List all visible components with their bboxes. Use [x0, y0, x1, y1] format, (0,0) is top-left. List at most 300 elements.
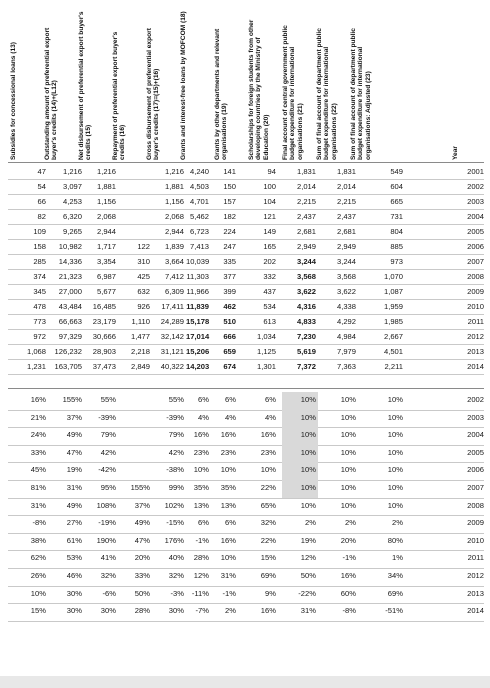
table-cell: 30% [100, 606, 116, 616]
table-cell: 30% [66, 588, 82, 598]
table-cell: 425 [137, 272, 150, 281]
table-cell: 69% [260, 571, 276, 580]
table-cell: 81% [30, 483, 46, 492]
table-cell: -1% [222, 588, 236, 598]
table-cell: 10% [300, 430, 316, 440]
table-cell: 33% [30, 447, 46, 457]
table-cell: 6,309 [164, 287, 184, 296]
table-cell: 10% [300, 395, 316, 404]
column-header-1 [10, 8, 44, 160]
column-header-text: Final account of central government public budget expenditure for international organisations (21) [282, 25, 304, 160]
table-cell: 1,881 [164, 182, 184, 191]
table-cell: 30,666 [92, 332, 116, 341]
table-cell: 437 [263, 287, 276, 296]
row-year: 2008 [467, 272, 484, 281]
column-header-text: Scholarships for foreign students from other developing countries by the Ministry of Education (20) [248, 19, 270, 160]
table-cell: 202 [263, 257, 276, 266]
row-divider [8, 621, 484, 622]
table-cell: 12% [193, 571, 209, 580]
row-year: 2010 [467, 302, 484, 311]
table-cell: 2,014 [336, 182, 356, 191]
table-cell: 10% [340, 465, 356, 475]
column-header-text: Grants and interest-free loans by MOFCOM (18) [180, 11, 187, 160]
table-cell: 17,411 [161, 302, 184, 311]
table-cell: 21% [30, 412, 46, 422]
table-cell: 16% [260, 606, 276, 616]
table-cell: 2,667 [383, 332, 403, 341]
table-cell: 3,568 [296, 272, 316, 281]
table-cell: 27% [66, 518, 82, 528]
table-cell: 926 [137, 302, 150, 311]
table-cell: 49% [134, 518, 150, 528]
table-cell: 2,681 [336, 227, 356, 236]
table-cell: 4% [265, 412, 276, 422]
table-cell: 82 [37, 212, 46, 221]
table-cell: 2,681 [296, 227, 316, 236]
table-cell: 4,833 [296, 317, 316, 326]
table-cell: 20% [134, 553, 150, 563]
table-cell: 1,477 [130, 332, 150, 341]
table-cell: 100 [263, 182, 276, 191]
row-year: 2005 [467, 447, 484, 457]
table-cell: 2,014 [296, 182, 316, 191]
table-cell: 1,087 [383, 287, 403, 296]
table-cell: 10% [340, 447, 356, 457]
table-cell: 22% [260, 535, 276, 545]
row-year: 2002 [467, 395, 484, 404]
table-cell: 97,329 [58, 332, 82, 341]
table-cell: 60% [340, 588, 356, 598]
table-cell: 10% [340, 500, 356, 510]
table-cell: 4% [225, 412, 236, 422]
table-cell: 674 [223, 362, 236, 371]
row-year: 2003 [467, 412, 484, 422]
table-cell: 27,000 [58, 287, 82, 296]
row-year: 2004 [467, 430, 484, 440]
table-cell: 4,701 [189, 197, 209, 206]
row-year: 2009 [467, 287, 484, 296]
table-cell: 19% [300, 535, 316, 545]
page-footer-band [0, 676, 490, 688]
table-cell: 224 [223, 227, 236, 236]
table-cell: 16% [340, 571, 356, 580]
table-cell [118, 209, 150, 224]
table-cell: 2,437 [336, 212, 356, 221]
table-cell: -1% [195, 535, 209, 545]
table-cell: 4,503 [189, 182, 209, 191]
table-cell: 15,206 [186, 347, 210, 356]
table-cell: 2,211 [384, 362, 403, 371]
table-cell: 158 [33, 242, 46, 251]
row-year: 2013 [467, 588, 484, 598]
row-year: 2012 [467, 571, 484, 580]
table-cell: 10% [340, 395, 356, 404]
table-cell: -11% [191, 588, 209, 598]
table-cell: 510 [223, 317, 236, 326]
table-cell: 4,316 [296, 302, 316, 311]
table-cell: 345 [33, 287, 46, 296]
row-divider [8, 374, 484, 375]
table-cell: 7,363 [336, 362, 356, 371]
table-cell: 32% [260, 518, 276, 528]
table-cell: 10,039 [186, 257, 210, 266]
table-cell: 310 [137, 257, 150, 266]
row-year: 2006 [467, 465, 484, 475]
table-cell: 332 [263, 272, 276, 281]
table-cell: 10% [387, 412, 403, 422]
table-cell: 4,240 [189, 167, 209, 176]
row-year: 2005 [467, 227, 484, 236]
table-cell: 28% [134, 606, 150, 616]
table-cell: 102% [164, 500, 184, 510]
table-cell [118, 179, 150, 194]
table-cell: 632 [137, 287, 150, 296]
table-cell: -3% [170, 588, 184, 598]
table-cell: 6,320 [62, 212, 82, 221]
row-year: 2014 [467, 606, 484, 616]
table-cell: 24,289 [160, 317, 184, 326]
table-cell: 66 [37, 197, 46, 206]
table-cell: 2,849 [130, 362, 150, 371]
table-cell: 20% [340, 535, 356, 545]
table-cell: 34% [387, 571, 403, 580]
row-year: 2001 [467, 167, 484, 176]
table-cell: 122 [137, 242, 150, 251]
table-cell: 1% [392, 553, 403, 563]
table-cell [118, 392, 150, 407]
table-cell: 659 [223, 347, 236, 356]
table-cell: 4,501 [383, 347, 403, 356]
table-cell: 35% [193, 483, 209, 492]
table-cell: 1,110 [131, 317, 150, 326]
table-cell: 2,218 [130, 347, 150, 356]
table-cell: 3,568 [336, 272, 356, 281]
table-cell: 3,354 [96, 257, 116, 266]
table-cell: 31% [66, 483, 82, 492]
table-cell: 37,473 [92, 362, 116, 371]
table-cell: 32% [100, 571, 116, 580]
row-divider [8, 388, 484, 389]
column-header-8 [248, 8, 282, 160]
table-cell: 1,156 [164, 197, 184, 206]
table-cell: 2,944 [164, 227, 184, 236]
table-cell: 10% [300, 412, 316, 422]
table-cell: 6,723 [189, 227, 209, 236]
table-cell: 157 [223, 197, 236, 206]
table-cell: 2,068 [164, 212, 184, 221]
table-cell: 79% [100, 430, 116, 440]
table-cell: 15% [260, 553, 276, 563]
table-cell: 40,322 [160, 362, 184, 371]
column-header-text: Year [452, 146, 459, 160]
table-cell: 399 [223, 287, 236, 296]
table-cell: 6% [198, 395, 209, 404]
table-cell: 4,292 [336, 317, 356, 326]
table-cell: 49% [66, 430, 82, 440]
table-cell: 42% [168, 447, 184, 457]
table-cell: -19% [98, 518, 116, 528]
table-cell: 16% [260, 430, 276, 440]
table-cell: 38% [30, 535, 46, 545]
table-cell: 50% [300, 571, 316, 580]
table-cell: 33% [134, 571, 150, 580]
table-cell: 95% [100, 483, 116, 492]
table-cell: 478 [33, 302, 46, 311]
row-year: 2012 [467, 332, 484, 341]
table-cell: 165 [263, 242, 276, 251]
table-cell: 55% [100, 395, 116, 404]
table-cell: 1,301 [256, 362, 276, 371]
table-cell: 10% [340, 412, 356, 422]
table-cell: 10% [387, 500, 403, 510]
table-cell: 104 [263, 197, 276, 206]
table-cell: 3,244 [296, 257, 316, 266]
table-cell: -1% [342, 553, 356, 563]
table-cell: 1,216 [96, 167, 116, 176]
table-cell: 94 [267, 167, 276, 176]
table-cell: 46% [66, 571, 82, 580]
table-cell: 10% [220, 465, 236, 475]
table-cell: 32,142 [160, 332, 184, 341]
table-cell: 42% [100, 447, 116, 457]
table-cell: 16,485 [92, 302, 116, 311]
table-cell: 885 [390, 242, 403, 251]
table-cell: 28,903 [92, 347, 116, 356]
table-cell: 53% [66, 553, 82, 563]
column-header-text: Sum of final account of department public budget expenditure for international organisations: Adjusted (23) [350, 28, 372, 160]
table-cell: -39% [98, 412, 116, 422]
table-cell: 1,070 [383, 272, 403, 281]
table-cell: 150 [223, 182, 236, 191]
table-cell: 37% [134, 500, 150, 510]
table-cell: -7% [195, 606, 209, 616]
table-cell: 149 [263, 227, 276, 236]
column-header-text: Gross disbursement of preferential export buyer's credits (17)=(15)+(16) [146, 28, 161, 160]
table-cell: 12% [300, 553, 316, 563]
row-year: 2006 [467, 242, 484, 251]
column-header-9 [282, 8, 316, 160]
column-header-11 [350, 8, 384, 160]
table-cell: -22% [298, 588, 316, 598]
table-cell: 14,203 [186, 362, 210, 371]
table-cell: 35% [220, 483, 236, 492]
table-cell: 109 [33, 227, 46, 236]
table-cell: 16% [30, 395, 46, 404]
table-cell: 7,372 [296, 362, 316, 371]
table-cell: 7,413 [189, 242, 209, 251]
table-cell: 1,156 [96, 197, 116, 206]
table-cell: 24% [30, 430, 46, 440]
table-cell: 3,244 [336, 257, 356, 266]
table-cell: 2,068 [96, 212, 116, 221]
table-cell: 666 [223, 332, 236, 341]
table-cell: 47% [134, 535, 150, 545]
table-cell: 10% [387, 395, 403, 404]
table-cell: 16% [193, 430, 209, 440]
table-cell: 11,839 [186, 302, 209, 311]
table-cell: 3,622 [336, 287, 356, 296]
table-cell: 10% [220, 553, 236, 563]
table-cell: 50% [134, 588, 150, 598]
column-header-5 [146, 8, 180, 160]
table-cell: 16% [220, 535, 236, 545]
column-header-year [452, 8, 476, 160]
column-header-10 [316, 8, 350, 160]
table-cell: 731 [390, 212, 403, 221]
table-cell: 155% [62, 395, 82, 404]
table-cell [118, 224, 150, 239]
table-cell: 4,253 [62, 197, 82, 206]
table-cell: 804 [390, 227, 403, 236]
table-cell: 28% [193, 553, 209, 563]
table-cell: 247 [223, 242, 236, 251]
table-cell: 45% [30, 465, 46, 475]
table-cell: 7,230 [296, 332, 316, 341]
column-header-text: Sum of final account of department public budget expenditure for international organisations (22) [316, 28, 338, 160]
table-cell: 7,979 [336, 347, 356, 356]
table-cell: 11,966 [186, 287, 209, 296]
table-cell: 10% [30, 588, 46, 598]
table-cell: -51% [385, 606, 403, 616]
table-cell: 47 [37, 167, 46, 176]
table-cell: 2,944 [96, 227, 116, 236]
table-cell: -6% [102, 588, 116, 598]
table-cell: 665 [390, 197, 403, 206]
row-year: 2011 [467, 553, 484, 563]
table-cell: -38% [166, 465, 184, 475]
table-cell: 23% [193, 447, 209, 457]
table-cell: 7,412 [164, 272, 184, 281]
table-cell: -8% [32, 518, 46, 528]
table-cell: 40% [168, 553, 184, 563]
table-cell: 1,881 [96, 182, 116, 191]
table-cell: 773 [33, 317, 46, 326]
table-cell: 37% [66, 412, 82, 422]
table-cell: 22% [260, 483, 276, 492]
table-cell: 285 [33, 257, 46, 266]
table-cell: 2% [345, 518, 356, 528]
table-cell: 4,338 [336, 302, 356, 311]
table-cell: 10% [340, 430, 356, 440]
table-cell: 335 [223, 257, 236, 266]
table-cell: 121 [263, 212, 276, 221]
table-cell: 10% [193, 465, 209, 475]
table-cell: 2,437 [296, 212, 316, 221]
row-year: 2014 [467, 362, 484, 371]
table-cell: 973 [390, 257, 403, 266]
table-cell: 17,014 [186, 332, 210, 341]
table-cell: 2,215 [336, 197, 356, 206]
table-cell: 10,982 [58, 242, 82, 251]
table-cell: 462 [223, 302, 236, 311]
column-header-3 [78, 8, 112, 160]
table-cell: 5,462 [189, 212, 209, 221]
row-year: 2009 [467, 518, 484, 528]
table-cell: 377 [223, 272, 236, 281]
table-cell: 10% [387, 465, 403, 475]
table-cell: 2,949 [296, 242, 316, 251]
table-cell: 30% [66, 606, 82, 616]
table-cell [118, 410, 150, 425]
table-cell: 4% [198, 412, 209, 422]
column-header-4 [112, 8, 146, 160]
table-cell: 26% [30, 571, 46, 580]
table-cell: 5,619 [296, 347, 316, 356]
column-header-text: Grants by other departments and relevant organisations (19) [214, 28, 229, 160]
table-cell: 6% [198, 518, 209, 528]
table-cell: 15,178 [186, 317, 210, 326]
table-cell: 972 [33, 332, 46, 341]
row-year: 2010 [467, 535, 484, 545]
table-cell: -8% [342, 606, 356, 616]
table-cell: 30% [168, 606, 184, 616]
table-cell: 3,622 [296, 287, 316, 296]
table-cell: 1,717 [96, 242, 116, 251]
table-cell: 5,677 [96, 287, 116, 296]
table-cell: 1,231 [26, 362, 46, 371]
table-cell: 1,839 [164, 242, 184, 251]
table-cell: 6,987 [96, 272, 116, 281]
table-cell: 176% [164, 535, 184, 545]
table-cell: 15% [30, 606, 46, 616]
table-cell: 2% [225, 606, 236, 616]
table-cell: 2,215 [296, 197, 316, 206]
table-cell: 1,959 [383, 302, 403, 311]
table-cell: 31% [220, 571, 236, 580]
table-cell: 126,232 [54, 347, 82, 356]
table-cell: 2% [305, 518, 316, 528]
table-cell: 10% [387, 430, 403, 440]
table-cell: 108% [96, 500, 116, 510]
table-cell: 31,121 [160, 347, 184, 356]
column-header-text: Subsidies for concessional loans (13) [10, 42, 17, 160]
table-cell: 10% [300, 465, 316, 475]
column-header-text: Outstanding amount of preferential export buyer's credits (14)+(L12) [44, 27, 59, 160]
table-cell: 10% [300, 483, 316, 492]
table-cell: 190% [96, 535, 116, 545]
table-cell: 1,216 [62, 167, 82, 176]
table-cell: 604 [390, 182, 403, 191]
table-cell: 99% [168, 483, 184, 492]
table-cell: 16% [220, 430, 236, 440]
table-cell: 2% [392, 518, 403, 528]
table-cell: 10% [340, 483, 356, 492]
column-header-2 [44, 8, 78, 160]
table-cell [118, 445, 150, 460]
table-cell: 14,336 [58, 257, 82, 266]
table-cell: 10% [387, 447, 403, 457]
table-cell: 23% [220, 447, 236, 457]
table-cell: 2,949 [336, 242, 356, 251]
row-year: 2011 [467, 317, 484, 326]
table-cell: 10% [300, 500, 316, 510]
table-cell: 79% [168, 430, 184, 440]
table-cell: 66,663 [58, 317, 82, 326]
row-year: 2008 [467, 500, 484, 510]
row-year: 2002 [467, 182, 484, 191]
table-cell: 1,831 [296, 167, 316, 176]
table-cell: 10% [260, 465, 276, 475]
table-cell: 6% [225, 518, 236, 528]
table-cell: 61% [66, 535, 82, 545]
table-cell: 613 [263, 317, 276, 326]
table-cell: 1,125 [256, 347, 276, 356]
row-year: 2013 [467, 347, 484, 356]
table-cell: 374 [33, 272, 46, 281]
table-cell: 10% [387, 483, 403, 492]
table-cell: 155% [130, 483, 150, 492]
table-cell: 3,097 [62, 182, 82, 191]
